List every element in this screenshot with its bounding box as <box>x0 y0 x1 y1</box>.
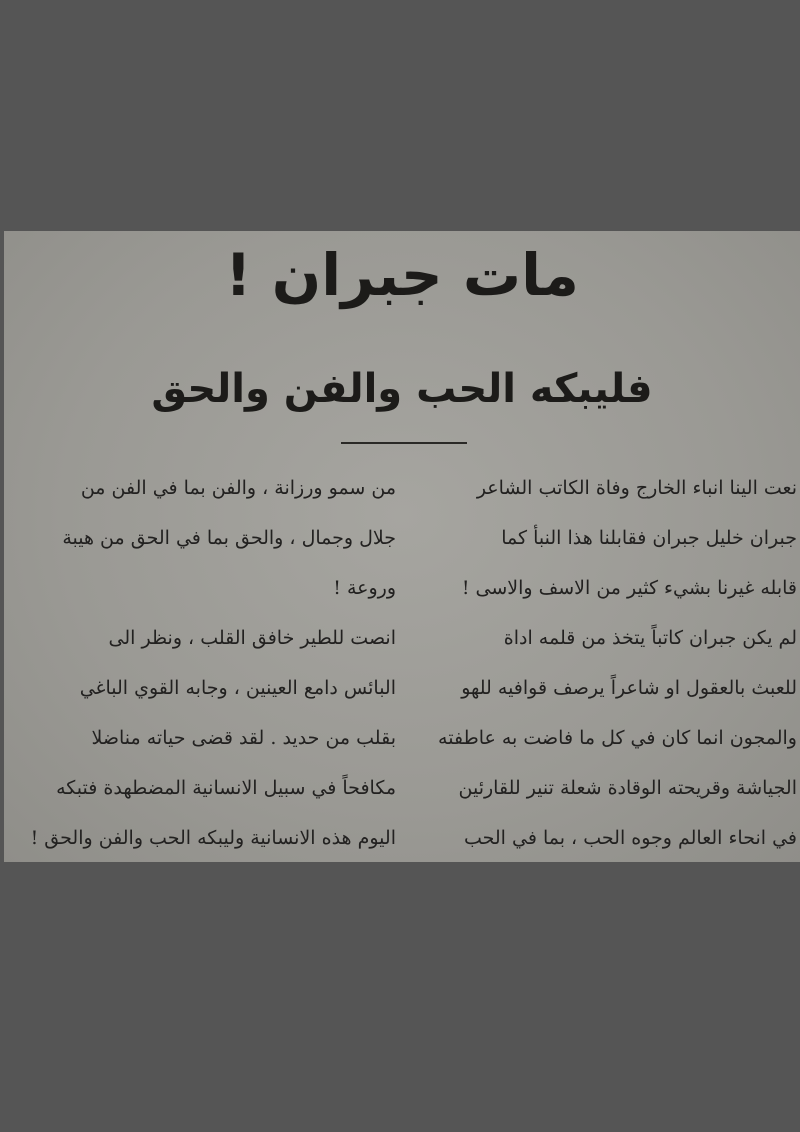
text-line: لم يكن جبران كاتباً يتخذ من قلمه اداة <box>503 627 797 649</box>
text-line: مكافحاً في سبيل الانسانية المضطهدة فتبكه <box>56 777 396 799</box>
text-line: للعبث بالعقول او شاعراً يرصف قوافيه للهو <box>461 677 797 699</box>
text-line: جبران خليل جبران فقابلنا هذا النبأ كما <box>501 527 797 549</box>
text-line: قابله غيرنا بشيء كثير من الاسف والاسى ! <box>461 577 797 599</box>
article-subtitle: فليبكه الحب والفن والحق <box>151 366 653 412</box>
text-line: جلال وجمال ، والحق بما في الحق من هيبة <box>62 527 396 549</box>
text-line: وروعة ! <box>333 577 396 599</box>
text-line: البائس دامع العينين ، وجابه القوي الباغي <box>79 677 396 699</box>
article-title: مات جبران ! <box>225 241 579 309</box>
text-line: من سمو ورزانة ، والفن بما في الفن من <box>80 477 396 499</box>
title-divider <box>341 442 467 444</box>
text-line: بقلب من حديد . لقد قضى حياته مناضلا <box>91 727 396 749</box>
article-column-right <box>419 463 797 862</box>
text-line: نعت الينا انباء الخارج وفاة الكاتب الشاعر <box>476 477 797 499</box>
newspaper-clipping <box>4 231 800 862</box>
text-line: انصت للطير خافق القلب ، ونظر الى <box>108 627 396 649</box>
text-line: اليوم هذه الانسانية وليبكه الحب والفن والحق ! <box>30 827 396 849</box>
text-line: في انحاء العالم وجوه الحب ، بما في الحب <box>463 827 797 849</box>
text-line: الجياشة وقريحته الوقادة شعلة تنير للقارئين <box>458 777 797 799</box>
article-column-left <box>10 463 396 862</box>
text-line: والمجون انما كان في كل ما فاضت به عاطفته <box>438 727 797 749</box>
